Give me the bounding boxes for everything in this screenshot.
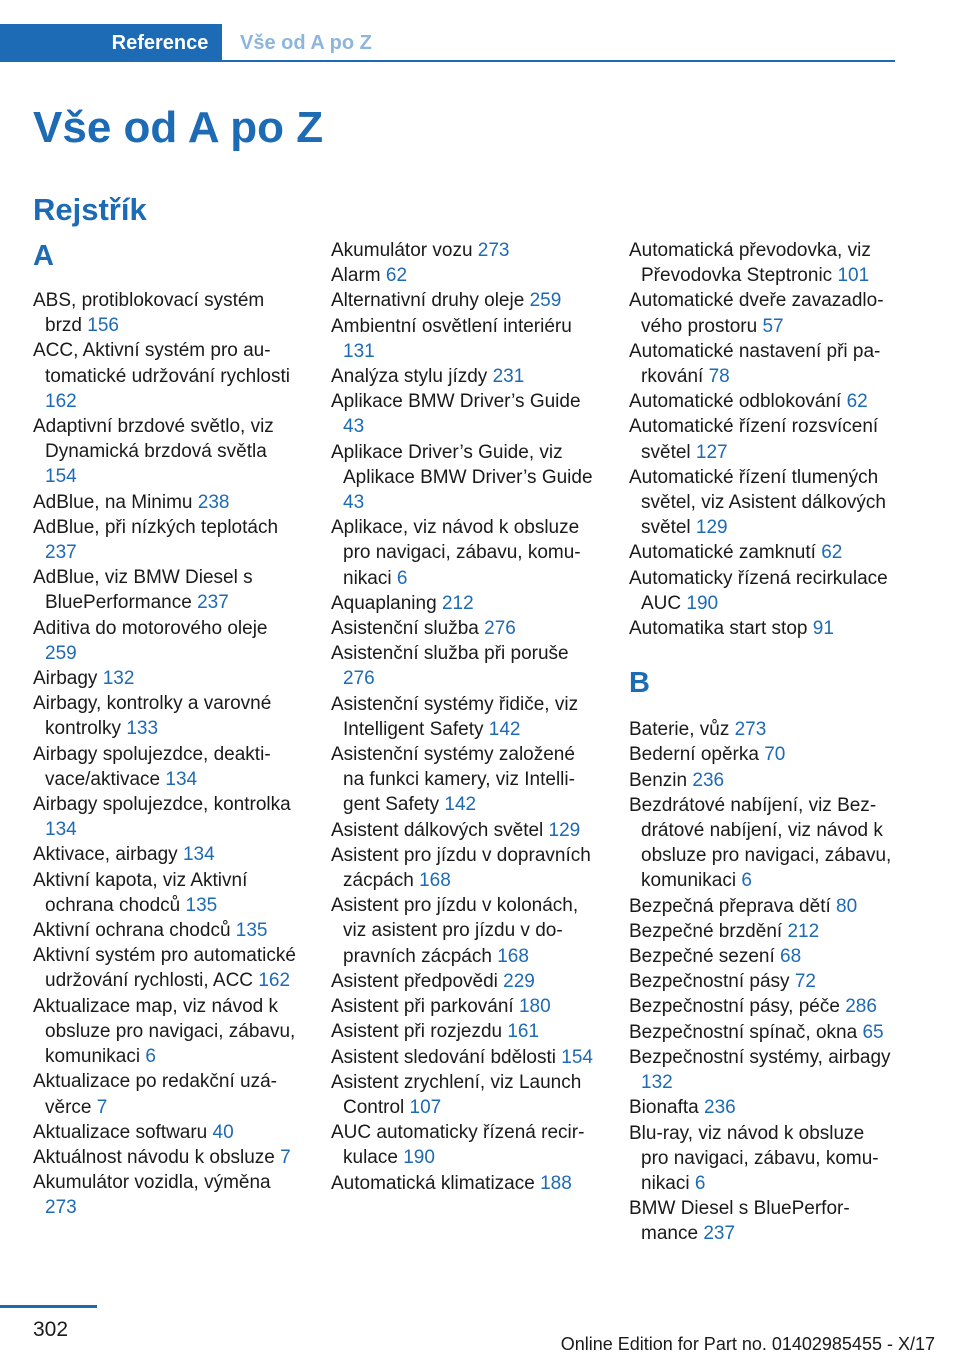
index-page-link[interactable]: 236	[704, 1097, 736, 1119]
index-entry	[629, 717, 894, 742]
index-entry	[629, 994, 894, 1019]
index-page-link[interactable]: 134	[182, 844, 215, 866]
index-entry-text: Bederní opěrka	[629, 744, 759, 766]
index-page-link[interactable]: 237	[703, 1223, 736, 1245]
index-entry	[33, 994, 298, 1070]
index-entry	[33, 1145, 298, 1170]
index-entry-text: Alternativní druhy oleje	[331, 290, 525, 312]
index-page-link[interactable]: 273	[477, 240, 510, 261]
index-entry-text: Bezpečná přeprava dětí	[629, 895, 831, 917]
index-entry-text: Aktuálnost návodu k obsluze	[33, 1146, 275, 1168]
index-entry	[331, 238, 596, 263]
index-entry	[33, 792, 298, 842]
index-page-link[interactable]: 276	[343, 668, 375, 690]
index-entry-text: Aktivní kapota, viz Aktivní ochrana chodců	[33, 869, 248, 916]
index-entry	[331, 843, 596, 893]
index-entry-text: Automatické nastavení při parkování	[629, 340, 881, 388]
index-entry	[629, 389, 894, 414]
index-entry	[33, 515, 298, 565]
index-entry	[629, 540, 894, 565]
index-entry	[629, 742, 894, 767]
index-page-link[interactable]: 142	[444, 794, 477, 816]
index-entry-text: Bezpečnostní spínač, okna	[629, 1021, 858, 1043]
index-entry	[33, 868, 298, 918]
index-entry	[331, 893, 596, 969]
index-entry-text: BMW Diesel s BluePerformance	[629, 1198, 850, 1245]
index-page-link[interactable]: 168	[419, 870, 451, 892]
index-entry-text: Aquaplaning	[331, 592, 437, 614]
index-entry	[629, 616, 894, 641]
index-entry	[629, 288, 894, 338]
index-column-3	[629, 238, 894, 1247]
index-entry	[331, 364, 596, 389]
index-page-link[interactable]: 229	[503, 970, 535, 992]
index-page-link[interactable]: 135	[235, 920, 268, 942]
index-entry	[629, 1121, 894, 1197]
index-page-link[interactable]: 188	[540, 1172, 572, 1194]
section-title: Rejstřík	[33, 192, 147, 227]
index-entry	[629, 768, 894, 793]
index-entry	[629, 566, 894, 616]
index-entry-text: Aktualizace softwaru	[33, 1121, 208, 1143]
index-page-link[interactable]: 80	[836, 895, 858, 917]
index-entry-text: Benzin	[629, 769, 688, 791]
index-entry	[331, 742, 596, 818]
index-page-link[interactable]: 259	[529, 290, 562, 312]
index-entry-text: Bionafta	[629, 1097, 699, 1119]
index-page-link[interactable]: 273	[45, 1197, 77, 1219]
header-breadcrumb: Vše od A po Z	[240, 32, 372, 54]
index-entry	[33, 414, 298, 490]
index-page-link[interactable]: 190	[686, 592, 719, 614]
index-entry	[33, 943, 298, 993]
index-entry	[629, 793, 894, 894]
index-page-link[interactable]: 142	[488, 718, 521, 740]
index-entry	[33, 616, 298, 666]
index-entry-text: Asistent při parkování	[331, 996, 514, 1018]
index-page-link[interactable]: 40	[212, 1121, 234, 1143]
index-page-link[interactable]: 212	[441, 592, 474, 614]
index-entry-text: Asistenční služba při poruše	[331, 643, 569, 665]
index-entry-text: Aktivní systém pro automatické udržování rychlosti, ACC	[33, 945, 296, 992]
index-entry-text: Asistent předpovědi	[331, 970, 498, 992]
index-entry	[629, 339, 894, 389]
index-entry-text: Blu-ray, viz návod k obsluze pro navigaci, zábavu, komunikaci	[629, 1122, 879, 1194]
index-entry-text: Bezpečnostní systémy, airbagy	[629, 1046, 891, 1068]
index-entry	[33, 742, 298, 792]
index-page-link[interactable]: 236	[692, 769, 725, 791]
index-entry-text: Automatika start stop	[629, 618, 808, 640]
index-page-link[interactable]: 7	[280, 1146, 291, 1168]
index-page-link[interactable]: 238	[197, 491, 230, 513]
index-page-link[interactable]: 212	[787, 920, 820, 942]
index-entry-text: AUC automaticky řízená recirkulace	[331, 1122, 585, 1169]
index-entry	[33, 842, 298, 867]
index-entry	[331, 440, 596, 516]
index-entry-text: Automatická převodovka, viz Převodovka Steptronic	[629, 240, 871, 287]
index-page-link[interactable]: 6	[145, 1046, 156, 1068]
index-page-link[interactable]: 132	[102, 668, 135, 690]
index-entry-text: Baterie, vůz	[629, 719, 730, 741]
index-entry-text: AdBlue, při nízkých teplotách	[33, 516, 279, 538]
index-entry	[629, 414, 894, 464]
index-entry-text: Bezpečnostní pásy, péče	[629, 996, 840, 1018]
index-page-link[interactable]: 57	[762, 315, 784, 337]
index-page-link[interactable]: 276	[484, 618, 516, 640]
index-page-link[interactable]: 129	[548, 819, 581, 841]
index-entry	[331, 288, 596, 313]
index-page-link[interactable]: 129	[695, 517, 728, 539]
index-entry	[33, 338, 298, 414]
index-page-link[interactable]: 231	[492, 366, 525, 388]
index-entry-text: Adaptivní brzdové světlo, viz Dynamická brzdová světla	[33, 416, 274, 463]
index-entry-text: Aktivace, airbagy	[33, 844, 178, 866]
index-page-link[interactable]: 237	[45, 542, 77, 564]
index-entry-text: Aktivní ochrana chodců	[33, 920, 231, 942]
index-entry-text: Aplikace BMW Driver’s Guide	[331, 391, 581, 413]
index-entry-text: Analýza stylu jízdy	[331, 366, 488, 388]
header-chapter-tab: Reference	[111, 32, 209, 54]
index-entry	[33, 918, 298, 943]
index-entry-text: Asistent pro jízdu v kolonách, viz asistent pro jízdu v dopravních zácpách	[331, 895, 579, 967]
index-entry	[629, 1045, 894, 1095]
index-page-link[interactable]: 168	[497, 945, 529, 967]
index-entry-text: Alarm	[331, 265, 381, 287]
index-entry	[629, 919, 894, 944]
index-page-link[interactable]: 162	[258, 970, 291, 992]
index-page-link[interactable]: 156	[87, 315, 119, 337]
index-entry-text: Automatické řízení rozsvícení světel	[629, 416, 879, 463]
index-page-link[interactable]: 70	[764, 744, 786, 766]
index-entry	[331, 1171, 596, 1196]
index-page-link[interactable]: 6	[741, 870, 752, 892]
index-page-link[interactable]: 131	[343, 340, 375, 362]
index-entry-text: Airbagy spolujezdce, deaktivace/aktivace	[33, 743, 271, 790]
index-entry	[629, 969, 894, 994]
index-entry-text: AdBlue, viz BMW Diesel s BluePerformance	[33, 567, 253, 614]
index-entry	[331, 818, 596, 843]
index-entry-text: Aditiva do motorového oleje	[33, 617, 268, 639]
index-entry	[331, 314, 596, 364]
index-page-link[interactable]: 68	[780, 946, 802, 968]
index-entry-text: Aplikace, viz návod k obsluze pro navigaci, zábavu, komunikaci	[331, 517, 581, 589]
index-entry-text: Asistent zrychlení, viz Launch Control	[331, 1071, 582, 1118]
index-entry	[33, 1120, 298, 1145]
index-entry	[331, 1070, 596, 1120]
index-entry-text: Aktualizace po redakční uzávěrce	[33, 1071, 277, 1118]
index-entry-text: Automatické dveře zavazadlového prostoru	[629, 290, 884, 337]
index-page-link[interactable]: 62	[821, 542, 843, 564]
index-page-link[interactable]: 43	[343, 416, 365, 438]
index-entry-text: Ambientní osvětlení interiéru	[331, 315, 572, 337]
index-entry-text: Akumulátor vozidla, výměna	[33, 1172, 271, 1194]
index-page-link[interactable]: 134	[45, 819, 77, 841]
index-page-link[interactable]: 134	[165, 768, 198, 790]
index-entry	[629, 1095, 894, 1120]
index-entry	[33, 565, 298, 615]
index-entry-text: Bezpečnostní pásy	[629, 971, 790, 993]
index-entry-text: Aktualizace map, viz návod k obsluze pro navigaci, zábavu, komunikaci	[33, 995, 296, 1068]
index-entry	[331, 641, 596, 691]
index-entry	[33, 666, 298, 691]
index-letter-heading: A	[33, 240, 54, 272]
index-entry-text: Asistent pro jízdu v dopravních zácpách	[331, 844, 591, 892]
index-entry-text: Asistenční systémy založené na funkci kamery, viz Intelligent Safety	[331, 744, 575, 816]
index-entry-text: Asistent dálkových světel	[331, 819, 544, 841]
index-entry	[331, 969, 596, 994]
index-entry-text: Bezdrátové nabíjení, viz Bezdrátové nabíjení, viz návod k obsluze pro navigaci, zábavu, komunikaci	[629, 794, 892, 892]
index-page-link[interactable]: 237	[197, 592, 229, 614]
index-page-link[interactable]: 62	[385, 265, 408, 287]
index-entry	[629, 944, 894, 969]
index-entry-text: Airbagy, kontrolky a varovné kontrolky	[33, 693, 272, 740]
index-entry	[33, 1069, 298, 1119]
index-entry	[331, 692, 596, 742]
index-page-link[interactable]: 190	[403, 1147, 435, 1169]
index-entry	[331, 591, 596, 616]
index-page-link[interactable]: 286	[845, 996, 877, 1018]
page-number: 302	[33, 1318, 69, 1341]
index-entry	[629, 238, 894, 288]
index-page-link[interactable]: 101	[837, 265, 870, 287]
index-page-link[interactable]: 162	[45, 390, 77, 412]
index-entry-text: Bezpečné brzdění	[629, 920, 783, 942]
page-title: Vše od A po Z	[33, 103, 324, 152]
index-page-link[interactable]: 154	[45, 466, 77, 488]
index-page-link[interactable]: 72	[794, 971, 816, 993]
index-page-link[interactable]: 78	[708, 366, 730, 388]
index-entry	[629, 465, 894, 541]
index-page-link[interactable]: 154	[561, 1046, 593, 1068]
index-entry-text: Automatické odblokování	[629, 391, 842, 413]
index-entry-text: Airbagy spolujezdce, kontrolka	[33, 794, 291, 816]
running-header	[0, 24, 895, 62]
index-page-link[interactable]: 7	[96, 1096, 108, 1118]
index-entry	[331, 616, 596, 641]
index-entry-text: Asistenční systémy řidiče, viz Intelligent Safety	[331, 693, 579, 740]
index-page-link[interactable]: 62	[846, 391, 868, 413]
index-entry-text: Asistenční služba	[331, 618, 479, 640]
index-entry-text: Bezpečné sezení	[629, 946, 775, 968]
index-page-link[interactable]: 133	[126, 718, 159, 740]
index-column-1	[33, 238, 298, 1221]
index-page-link[interactable]: 6	[694, 1172, 706, 1194]
index-entry-text: Automatická klimatizace	[331, 1172, 535, 1194]
index-entry-text: Automatické řízení tlumených světel, viz Asistent dálkových světel	[629, 466, 886, 539]
index-page-link[interactable]: 65	[862, 1021, 884, 1043]
index-entry-text: ABS, protiblokovací systém brzd	[33, 290, 265, 337]
index-entry	[629, 1020, 894, 1045]
index-entry-text: Automaticky řízená recirkulace AUC	[629, 567, 888, 614]
index-entry	[629, 1196, 894, 1246]
index-entry	[331, 1019, 596, 1044]
index-entry	[331, 515, 596, 591]
index-entry	[33, 288, 298, 338]
index-page-link[interactable]: 180	[518, 996, 551, 1018]
index-entry	[331, 994, 596, 1019]
index-column-2	[331, 238, 596, 1196]
index-page-link[interactable]: 107	[409, 1096, 442, 1118]
index-page-link[interactable]: 132	[641, 1072, 673, 1094]
index-entry	[331, 389, 596, 439]
edition-note: Online Edition for Part no. 01402985455 - X/17	[560, 1334, 935, 1354]
index-entry	[331, 1045, 596, 1070]
footer-rule	[0, 1305, 97, 1308]
index-entry-text: ACC, Aktivní systém pro automatické udržování rychlosti	[33, 340, 290, 387]
index-entry-text: Asistent při rozjezdu	[331, 1021, 503, 1043]
index-letter-heading: B	[629, 667, 650, 700]
index-entry-text: Asistent sledování bdělosti	[331, 1046, 556, 1068]
index-entry	[331, 1120, 596, 1170]
index-entry	[331, 263, 596, 288]
index-entry	[33, 1170, 298, 1220]
index-page-link[interactable]: 43	[343, 492, 365, 514]
index-page-link[interactable]: 91	[812, 618, 834, 640]
index-page-link[interactable]: 273	[734, 719, 767, 741]
index-entry	[629, 894, 894, 919]
index-entry	[33, 490, 298, 515]
index-page-link[interactable]: 161	[507, 1021, 540, 1043]
index-page-link[interactable]: 6	[396, 567, 408, 589]
index-entry-text: Akumulátor vozu	[331, 240, 473, 261]
index-page-link[interactable]: 135	[185, 894, 218, 916]
index-page-link[interactable]: 127	[695, 441, 728, 463]
index-entry	[33, 691, 298, 741]
index-page-link[interactable]: 259	[45, 642, 77, 664]
index-entry-text: Automatické zamknutí	[629, 542, 816, 564]
index-entry-text: Aplikace Driver’s Guide, viz Aplikace BMW Driver’s Guide	[331, 441, 593, 488]
index-entry-text: Airbagy	[33, 668, 98, 690]
index-entry-text: AdBlue, na Minimu	[33, 491, 193, 513]
